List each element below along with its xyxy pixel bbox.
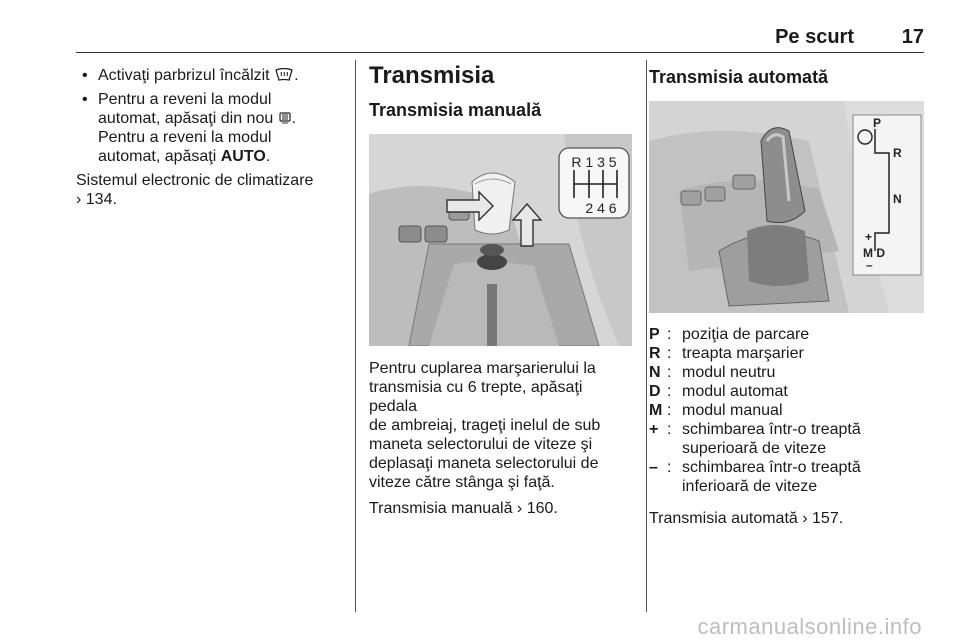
page-ref-arrow-icon: › bbox=[516, 500, 523, 517]
auto-button-label: AUTO bbox=[220, 148, 266, 165]
list-item: – : schimbarea într-o treaptă inferioară de viteze bbox=[649, 459, 861, 495]
page-ref-link[interactable]: 160. bbox=[526, 500, 558, 517]
selector-positions-list bbox=[649, 325, 931, 496]
gear-pattern-bottom: 2 4 6 bbox=[585, 200, 617, 216]
page-ref-arrow-icon: › bbox=[76, 191, 82, 208]
list-item: D : modul automat bbox=[649, 383, 788, 400]
page-ref-link[interactable]: 157. bbox=[812, 510, 844, 527]
column-divider-left bbox=[355, 60, 356, 612]
manual-transmission-reference: Transmisia manuală › 160. bbox=[369, 500, 558, 517]
column-climate bbox=[76, 62, 341, 209]
manual-shifter-drawing bbox=[369, 134, 632, 346]
automatic-selector-illustration bbox=[649, 101, 924, 313]
manual-transmission-heading: Transmisia manuală bbox=[369, 100, 542, 120]
automatic-transmission-heading: Transmisia automată bbox=[649, 67, 829, 87]
page-ref-link[interactable]: 134. bbox=[85, 191, 117, 208]
bullet-text: Activaţi parbrizul încălzit bbox=[98, 67, 270, 84]
section-title: Pe scurt bbox=[775, 26, 854, 48]
bullet-heated-windscreen: • Activaţi parbrizul încălzit . bbox=[82, 67, 299, 84]
column-divider-right bbox=[646, 60, 647, 612]
bullet-dot: • bbox=[82, 91, 88, 108]
page-header bbox=[76, 26, 924, 50]
list-item: R : treapta marşarier bbox=[649, 345, 804, 362]
list-item: M : modul manual bbox=[649, 402, 783, 419]
column-manual-transmission bbox=[369, 62, 634, 518]
rear-window-heating-icon bbox=[278, 111, 292, 125]
manual-reverse-instructions: Pentru cuplarea marşarierului la transmisia cu 6 trepte, apăsaţi pedala de ambreiaj, trageţi inelul de sub maneta selectorului de viteze şi deplasaţi maneta selectorului de viteze către stânga şi faţă. bbox=[369, 360, 601, 491]
list-item: N : modul neutru bbox=[649, 364, 776, 381]
bullet-dot: • bbox=[82, 67, 88, 84]
gear-pattern-top: R 1 3 5 bbox=[571, 154, 617, 170]
gate-label-minus: – bbox=[866, 258, 873, 272]
gate-label-p: P bbox=[873, 116, 882, 130]
bullet-return-auto: • Pentru a reveni la modul automat, apăsaţi din nou . Pentru a reveni la modul automat, apăsaţi AUTO. bbox=[82, 91, 297, 165]
automatic-transmission-reference: Transmisia automată › 157. bbox=[649, 510, 844, 527]
gate-label-plus: + bbox=[865, 230, 873, 244]
transmission-heading: Transmisia bbox=[369, 62, 495, 89]
header-rule bbox=[76, 52, 924, 53]
gate-label-md: M D bbox=[863, 246, 885, 260]
page-ref-arrow-icon: › bbox=[802, 510, 808, 527]
column-automatic-transmission bbox=[649, 62, 931, 528]
watermark: carmanualsonline.info bbox=[697, 614, 922, 639]
windscreen-heating-icon bbox=[274, 68, 294, 82]
gate-label-r: R bbox=[893, 146, 902, 160]
climate-reference: Sistemul electronic de climatizare › 134. bbox=[76, 172, 314, 208]
gate-label-n: N bbox=[893, 192, 902, 206]
page-number: 17 bbox=[901, 26, 924, 48]
list-item: P : poziţia de parcare bbox=[649, 326, 810, 343]
list-item: + : schimbarea într-o treaptă superioară de viteze bbox=[649, 421, 861, 457]
manual-shifter-illustration bbox=[369, 134, 632, 346]
automatic-selector-drawing bbox=[649, 101, 924, 313]
